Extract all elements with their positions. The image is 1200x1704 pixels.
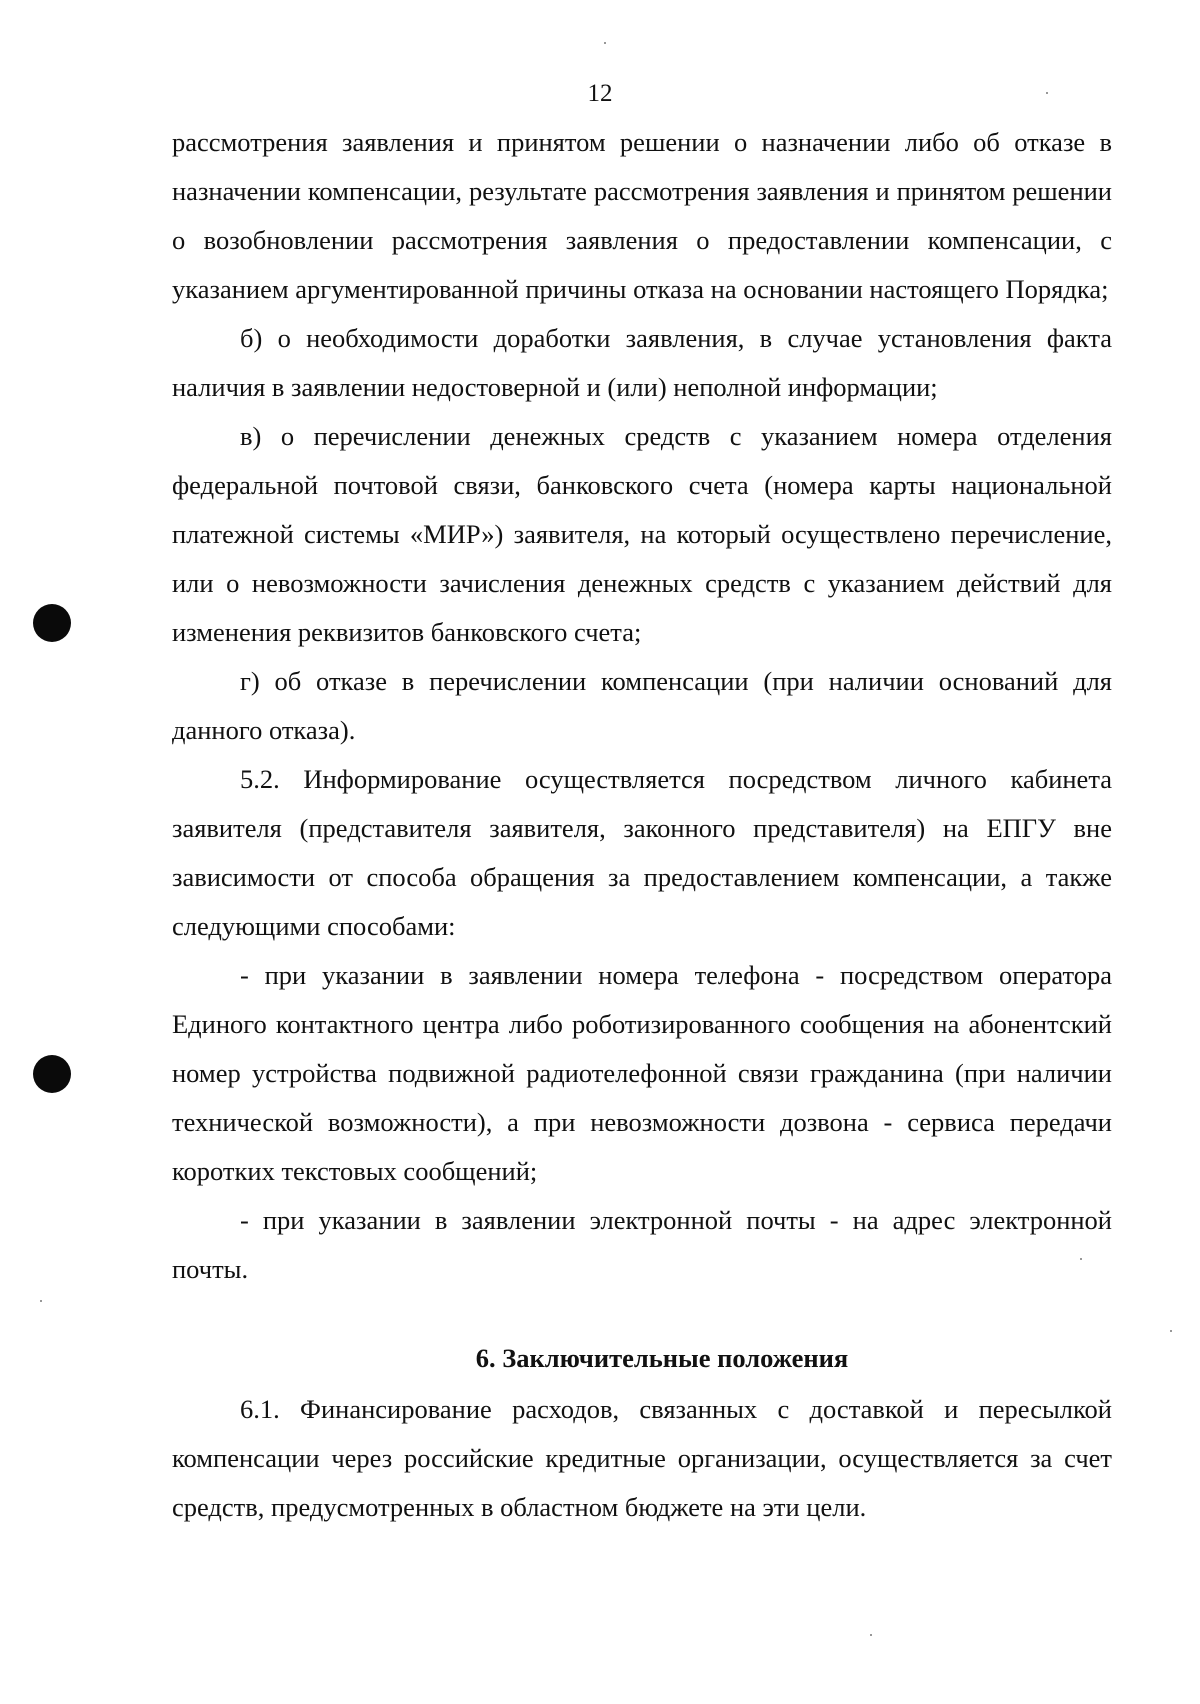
paragraph-6-1: 6.1. Финансирование расходов, связанных с доставкой и пересылкой компенсации через российские кредитные организации, осуществляется за счет средств, предусмотренных в областном бюджете на эти цели.	[172, 1394, 1112, 1522]
document-body	[172, 118, 1112, 1532]
page-number: 12	[587, 80, 613, 107]
paragraph-continuation: рассмотрения заявления и принятом решении о назначении либо об отказе в назначении компенсации, результате рассмотрения заявления и принятом решении о возобновлении рассмотрения заявления о предоставлении компенсации, с указанием аргументированной причины отказа на основании настоящего Порядка;	[172, 127, 1112, 304]
scan-speck	[870, 1634, 872, 1636]
paragraph-item-g: г) об отказе в перечислении компенсации (при наличии оснований для данного отказа).	[172, 666, 1112, 745]
paragraph-item-v: в) о перечислении денежных средств с указанием номера отделения федеральной почтовой связи, банковского счета (номера карты национальной платежной системы «МИР») заявителя, на который осуществлено перечисление, или о невозможности зачисления денежных средств с указанием действий для изменения реквизитов банковского счета;	[172, 421, 1112, 647]
paragraph-phone-method: - при указании в заявлении номера телефона - посредством оператора Единого контактного центра либо роботизированного сообщения на абонентский номер устройства подвижной радиотелефонной связи гражданина (при наличии технической возможности), а при невозможности дозвона - сервиса передачи коротких текстовых сообщений;	[172, 960, 1112, 1186]
punch-hole-bottom	[33, 1055, 71, 1093]
paragraph-email-method: - при указании в заявлении электронной почты - на адрес электронной почты.	[172, 1205, 1112, 1284]
punch-hole-top	[33, 604, 71, 642]
scan-speck	[40, 1300, 42, 1302]
scan-speck	[604, 42, 606, 44]
scan-speck	[1046, 92, 1048, 94]
paragraph-5-2: 5.2. Информирование осуществляется посредством личного кабинета заявителя (представителя заявителя, законного представителя) на ЕПГУ вне зависимости от способа обращения за предоставлением компенсации, а также следующими способами:	[172, 764, 1112, 941]
paragraph-item-b: б) о необходимости доработки заявления, в случае установления факта наличия в заявлении недостоверной и (или) неполной информации;	[172, 323, 1112, 402]
scan-speck	[1170, 1330, 1172, 1332]
section-heading: 6. Заключительные положения	[475, 1343, 849, 1373]
